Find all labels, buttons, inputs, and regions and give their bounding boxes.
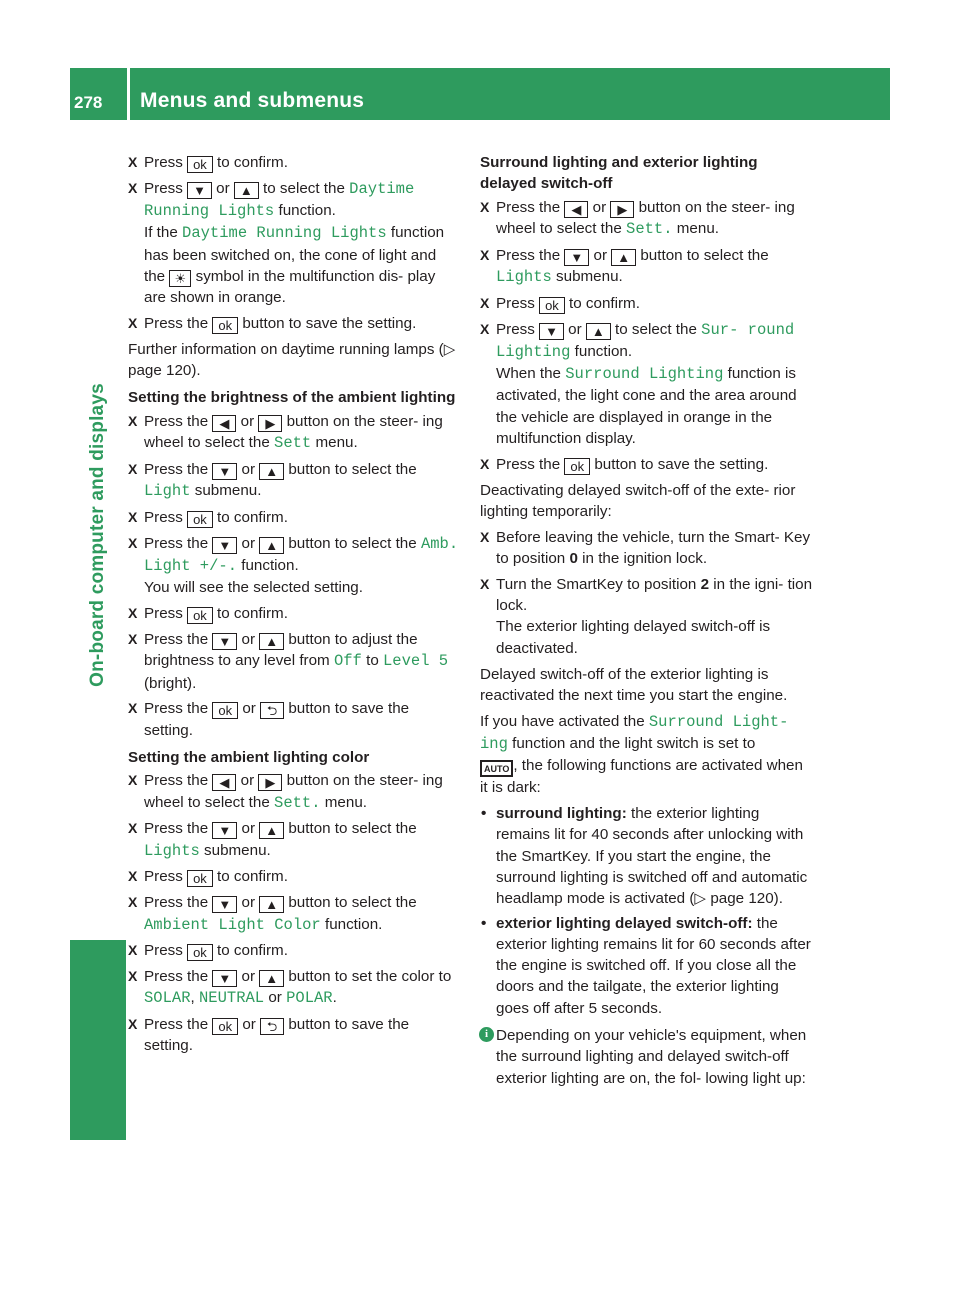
value-off: Off — [333, 652, 362, 671]
step-arrow-icon: X — [128, 315, 138, 332]
step-text: You will see the selected setting. — [144, 579, 363, 597]
menu-item-amb-light: Amb. Light +/-. — [144, 534, 459, 576]
up-key-icon: ▲ — [259, 822, 284, 839]
paragraph: Delayed switch-off of the exterior lighting is reactivated the next time you start the engine. — [480, 665, 788, 704]
menu-item-surround-lighting: Surround Lighting — [565, 365, 724, 384]
up-key-icon: ▲ — [586, 323, 611, 340]
side-tab — [70, 130, 126, 1140]
down-key-icon: ▼ — [212, 822, 237, 839]
section-heading: Setting the ambient lighting color — [128, 748, 370, 766]
step-arrow-icon: X — [480, 246, 490, 263]
up-key-icon: ▲ — [234, 182, 259, 199]
up-key-icon: ▲ — [259, 463, 284, 480]
back-key-icon: ⮌ — [260, 1018, 284, 1035]
up-key-icon: ▲ — [259, 633, 284, 650]
left-key-icon: ◀ — [564, 201, 588, 218]
step-text: button to save the setting. — [242, 315, 417, 333]
up-key-icon: ▲ — [259, 537, 284, 554]
step: X Before leaving the vehicle, turn the Smart‑ Key to position 0 in the ignition lock. — [480, 528, 811, 568]
step-arrow-icon: X — [128, 820, 138, 837]
step-arrow-icon: X — [480, 455, 490, 472]
step: X Press ▼ or ▲ to select the Sur‑ round Lighting function. When the Surround Lighting function is activated, the light cone and the area around the vehicle are displayed in orange in the multifunction display. — [480, 320, 797, 448]
step-text: to confirm. — [217, 154, 288, 171]
right-key-icon: ▶ — [610, 201, 634, 218]
paragraph: Further information on daytime running lamps (▷ page 120). — [128, 340, 456, 380]
step-arrow-icon: X — [128, 460, 138, 477]
value-polar: POLAR — [286, 989, 333, 1008]
down-key-icon: ▼ — [564, 249, 589, 266]
step: X Press the ▼ or ▲ button to select the Light submenu. — [128, 460, 417, 501]
ok-key-icon: ok — [564, 458, 590, 475]
ok-key-icon: ok — [187, 944, 213, 961]
step-text: If the — [144, 224, 178, 242]
step-text: function. — [278, 202, 336, 220]
step: X Press ok to confirm. — [128, 508, 288, 527]
step: X Press ok to confirm. — [128, 942, 288, 961]
down-key-icon: ▼ — [539, 323, 564, 340]
section-heading: Setting the brightness of the ambient lighting — [128, 389, 456, 407]
step-arrow-icon: X — [128, 605, 138, 622]
ok-key-icon: ok — [539, 297, 565, 314]
menu-item-sett: Sett. — [274, 793, 321, 812]
value-neutral: NEUTRAL — [198, 989, 265, 1008]
down-key-icon: ▼ — [212, 970, 237, 987]
step: X Press the ◀ or ▶ button on the steer‑ ing wheel to select the Sett. menu. — [128, 772, 443, 812]
list-item: • exterior lighting delayed switch-off: the exterior lighting remains lit for 60 seconds after the engine is switched off. If you close all the doors and the tailgate, the exterior lighting goes off after 5 seconds. — [481, 914, 811, 1017]
step-text: Press the — [144, 315, 209, 333]
step-text: to select the — [263, 179, 345, 197]
back-key-icon: ⮌ — [260, 702, 284, 719]
right-column — [480, 152, 813, 1089]
step-arrow-icon: X — [480, 294, 490, 311]
step-arrow-icon: X — [128, 894, 138, 911]
step: X Press the ok button to save the setting. — [480, 455, 769, 474]
step — [128, 178, 461, 309]
step-arrow-icon: X — [128, 179, 138, 196]
side-strip — [70, 130, 126, 940]
bullet-icon: • — [481, 805, 487, 823]
step: X Press the ▼ or ▲ button to select the Ambient Light Color function. — [128, 894, 417, 934]
step-text: or — [216, 179, 230, 197]
step-arrow-icon: X — [128, 154, 138, 170]
ok-key-icon: ok — [212, 1018, 238, 1035]
info-icon: i — [479, 1027, 494, 1042]
step-text: function has been switched on, the cone of light and the — [144, 224, 445, 285]
right-key-icon: ▶ — [258, 415, 282, 432]
step: X Press the ok or ⮌ button to save the setting. — [128, 700, 410, 739]
auto-switch-icon: AUTO — [480, 760, 513, 777]
ok-key-icon: ok — [187, 870, 213, 887]
menu-item-surround-lighting: Surround Light‑ ing — [480, 712, 789, 753]
step-arrow-icon: X — [128, 508, 138, 525]
up-key-icon: ▲ — [259, 896, 284, 913]
down-key-icon: ▼ — [187, 182, 212, 199]
page-ref-icon: ▷ — [694, 890, 707, 908]
step: X Press ok to confirm. — [128, 868, 288, 887]
step-arrow-icon: X — [128, 700, 138, 717]
value-solar: SOLAR — [144, 989, 191, 1008]
step-arrow-icon: X — [480, 575, 490, 592]
step: X Press the ok or ⮌ button to save the setting. — [128, 1016, 410, 1055]
menu-item-ambient-light-color: Ambient Light Color — [144, 915, 321, 934]
page-ref-icon: ▷ — [443, 340, 456, 358]
ok-key-icon: ok — [187, 156, 213, 173]
list-item: • surround lighting: the exterior lighting remains lit for 40 seconds after unlocking with the SmartKey. If you start the engine, the surround lighting is switched off and automatic headlamp mode is activated (▷ page 120). — [481, 805, 808, 908]
step: X Press the ◀ or ▶ button on the steer‑ ing wheel to select the Sett menu. — [128, 412, 443, 453]
menu-item-lights: Lights — [496, 267, 552, 286]
menu-item-sett: Sett. — [626, 219, 673, 238]
step-arrow-icon: X — [480, 198, 490, 215]
value-level-5: Level 5 — [383, 652, 449, 671]
ok-key-icon: ok — [212, 702, 238, 719]
step-arrow-icon: X — [128, 772, 138, 789]
left-key-icon: ◀ — [212, 415, 236, 432]
step-arrow-icon: X — [128, 968, 138, 985]
step: X Press the ▼ or ▲ button to select the Lights submenu. — [128, 820, 417, 860]
step: X Press ok to confirm. — [480, 294, 640, 313]
down-key-icon: ▼ — [212, 896, 237, 913]
menu-item-lights: Lights — [144, 841, 200, 860]
bullet-icon: • — [481, 914, 487, 932]
step: X Press the ▼ or ▲ button to select the Lights submenu. — [480, 246, 769, 286]
menu-item-sett: Sett — [274, 434, 312, 453]
step-arrow-icon: X — [128, 412, 138, 429]
step-arrow-icon: X — [480, 320, 490, 337]
step: X Press the ▼ or ▲ button to select the Amb. Light +/-. function. You will see the selected setting. — [128, 534, 459, 597]
step: X Press the ◀ or ▶ button on the steer‑ ing wheel to select the Sett. menu. — [480, 198, 795, 238]
step-text: Press — [144, 154, 183, 171]
menu-item-surround-lighting: Sur‑ round Lighting — [496, 320, 795, 361]
step: X Turn the SmartKey to position 2 in the igni‑ tion lock. The exterior lighting delayed switch-off is deactivated. — [480, 575, 813, 657]
step: X Press the ▼ or ▲ button to adjust the brightness to any level from Off to Level 5 (bright). — [128, 630, 449, 692]
step — [128, 313, 461, 334]
ok-key-icon: ok — [212, 317, 238, 334]
up-key-icon: ▲ — [259, 970, 284, 987]
right-key-icon: ▶ — [258, 774, 282, 791]
step-text: Press — [144, 179, 183, 197]
step-arrow-icon: X — [128, 868, 138, 885]
info-note: i Depending on your vehicle's equipment, when the surround lighting and delayed switch-off exterior lighting are on, the fol‑ lowing light up: — [480, 1025, 813, 1089]
side-tab-label: On-board computer and displays — [87, 383, 108, 687]
step: X Press the ▼ or ▲ button to set the color to SOLAR, NEUTRAL or POLAR. — [128, 968, 452, 1008]
down-key-icon: ▼ — [212, 463, 237, 480]
paragraph: Deactivating delayed switch-off of the exte‑ rior lighting temporarily: — [480, 481, 796, 520]
step-text: symbol in the multifunction dis‑ play are shown in orange. — [144, 267, 436, 307]
step — [128, 152, 461, 173]
left-column — [128, 152, 461, 1061]
step-arrow-icon: X — [480, 528, 490, 545]
menu-item-daytime-running-lights: Daytime Running Lights — [144, 179, 415, 221]
header-divider — [127, 68, 130, 120]
up-key-icon: ▲ — [611, 249, 636, 266]
down-key-icon: ▼ — [212, 537, 237, 554]
step: X Press ok to confirm. — [128, 605, 288, 624]
step-arrow-icon: X — [128, 630, 138, 647]
menu-item-daytime-running-lights: Daytime Running Lights — [182, 224, 387, 243]
light-symbol-icon: ☀ — [169, 270, 191, 287]
paragraph: If you have activated the Surround Light‑ ing function and the light switch is set to AUTO , the following functions are activated when it is dark: — [480, 712, 803, 797]
page-number: 278 — [74, 93, 103, 112]
ok-key-icon: ok — [187, 511, 213, 528]
down-key-icon: ▼ — [212, 633, 237, 650]
section-heading: Surround lighting and exterior lighting delayed switch-off — [480, 154, 758, 193]
side-tab-marker — [70, 940, 126, 1140]
left-key-icon: ◀ — [212, 774, 236, 791]
ok-key-icon: ok — [187, 607, 213, 624]
step-arrow-icon: X — [128, 942, 138, 959]
step-arrow-icon: X — [128, 1016, 138, 1033]
step-arrow-icon: X — [128, 534, 138, 551]
page-title: Menus and submenus — [140, 89, 365, 112]
menu-item-light: Light — [144, 482, 191, 501]
